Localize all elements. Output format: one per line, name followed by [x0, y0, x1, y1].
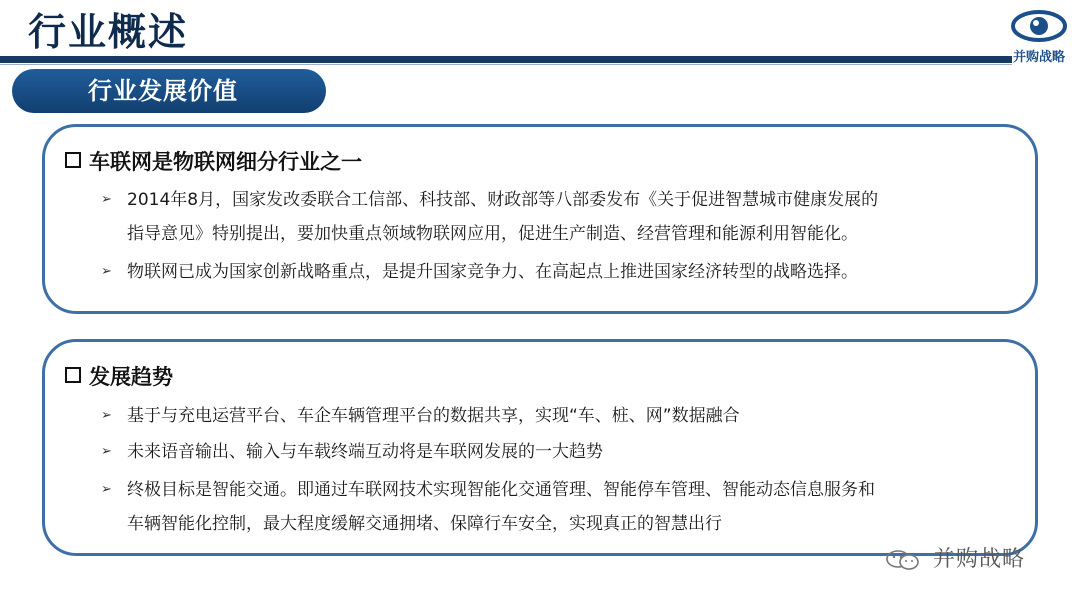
- list-item: [101, 435, 1015, 469]
- list-item-line: 未来语音输出、输入与车载终端互动将是车联网发展的一大趋势: [127, 442, 603, 462]
- page-title: 行业概述: [28, 10, 189, 54]
- card-heading-text: 发展趋势: [89, 365, 173, 389]
- list-item: [101, 473, 1015, 541]
- card-heading: [65, 147, 362, 177]
- list-item-line: 2014年8月，国家发改委联合工信部、科技部、财政部等八部委发布《关于促进智慧城市健康发展的: [127, 190, 879, 210]
- watermark-text: 并购战略: [933, 547, 1026, 572]
- wechat-icon: [885, 549, 921, 571]
- list-item-line: 指导意见》特别提出，要加快重点领域物联网应用，促进生产制造、经营管理和能源利用智能化。: [127, 224, 858, 244]
- square-bullet-icon: [65, 367, 81, 383]
- arrow-bullet-icon: ➢: [101, 408, 112, 423]
- card-heading: [65, 362, 173, 392]
- square-bullet-icon: [65, 152, 81, 168]
- arrow-bullet-icon: ➢: [101, 444, 112, 459]
- list-item: [101, 255, 1015, 289]
- list-item: [101, 399, 1015, 433]
- arrow-bullet-icon: ➢: [101, 264, 112, 279]
- list-item-line: 物联网已成为国家创新战略重点，是提升国家竞争力、在高起点上推进国家经济转型的战略选择。: [127, 262, 858, 282]
- eye-icon: [1008, 6, 1070, 46]
- logo-text: 并购战略: [1012, 50, 1065, 65]
- section-heading-label: 行业发展价值: [88, 77, 238, 105]
- info-card-industry: [42, 124, 1038, 314]
- section-heading-pill: [12, 69, 326, 113]
- title-underline: [0, 56, 1012, 63]
- card-heading-text: 车联网是物联网细分行业之一: [89, 150, 362, 174]
- list-item-line: 车辆智能化控制，最大程度缓解交通拥堵、保障行车安全，实现真正的智慧出行: [127, 514, 722, 534]
- arrow-bullet-icon: ➢: [101, 482, 112, 497]
- list-item-line: 基于与充电运营平台、车企车辆管理平台的数据共享，实现“车、桩、网”数据融合: [127, 406, 740, 426]
- arrow-bullet-icon: ➢: [101, 192, 112, 207]
- list-item: [101, 183, 1015, 251]
- list-item-line: 终极目标是智能交通。即通过车联网技术实现智能化交通管理、智能停车管理、智能动态信息服务和: [127, 480, 875, 500]
- brand-logo: [1008, 6, 1070, 64]
- info-card-trends: [42, 339, 1038, 556]
- title-underline-thin: [0, 64, 1012, 65]
